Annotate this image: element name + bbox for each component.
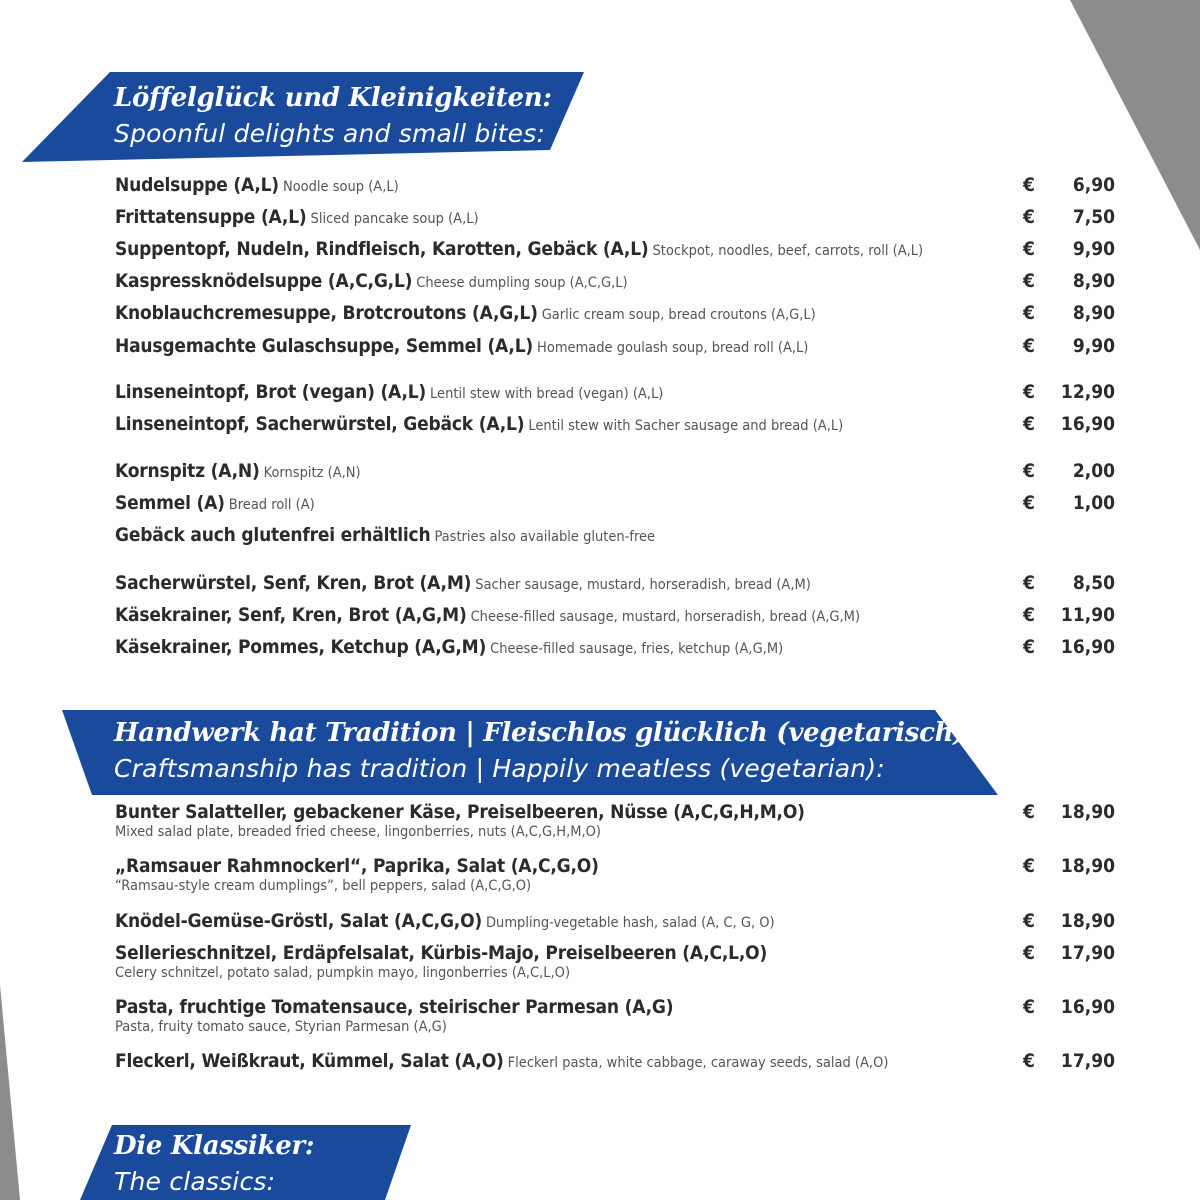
menu-item-name: Linseneintopf, Sacherwürstel, Gebäck (A,L) (115, 413, 525, 435)
currency-symbol: € (1023, 1050, 1035, 1072)
menu-item-name: Gebäck auch glutenfrei erhältlich (115, 524, 431, 546)
menu-item-name: Hausgemachte Gulaschsuppe, Semmel (A,L) (115, 335, 534, 357)
banner-shape (0, 0, 420, 1200)
currency-symbol: € (1023, 604, 1035, 626)
menu-item-translation: Dumpling-vegetable hash, salad (A, C, G, O) (486, 915, 775, 931)
section-title-de: Die Klassiker: (114, 1131, 315, 1161)
menu-item-translation: Noodle soup (A,L) (282, 179, 399, 195)
menu-item-translation: Cheese-filled sausage, fries, ketchup (A,G,M) (490, 641, 784, 657)
section-title-de: Löffelglück und Kleinigkeiten: (114, 83, 552, 113)
menu-item-translation: Kornspitz (A,N) (263, 465, 361, 481)
section-title-de: Handwerk hat Tradition | Fleischlos glücklich (vegetarisch): (114, 718, 975, 748)
menu-item-translation: Pasta, fruity tomato sauce, Styrian Parmesan (A,G) (115, 1019, 447, 1035)
menu-item-translation: Mixed salad plate, breaded fried cheese, lingonberries, nuts (A,C,G,H,M,O) (115, 824, 602, 840)
menu-item-name: „Ramsauer Rahmnockerl“, Paprika, Salat (A,C,G,O) (115, 855, 599, 877)
menu-item-price: 18,90 (1060, 801, 1115, 823)
menu-item-name: Bunter Salatteller, gebackener Käse, Preiselbeeren, Nüsse (A,C,G,H,M,O) (115, 801, 805, 823)
currency-symbol: € (1023, 238, 1035, 260)
menu-item-name: Nudelsuppe (A,L) (115, 174, 279, 196)
menu-item-price: 1,00 (1072, 492, 1115, 514)
currency-symbol: € (1023, 381, 1035, 403)
menu-item-price: 16,90 (1060, 996, 1115, 1018)
section-title-en: The classics: (114, 1167, 276, 1196)
currency-symbol: € (1023, 413, 1035, 435)
menu-item-name: Sacherwürstel, Senf, Kren, Brot (A,M) (115, 572, 472, 594)
currency-symbol: € (1023, 801, 1035, 823)
menu-item-translation: Fleckerl pasta, white cabbage, caraway seeds, salad (A,O) (507, 1055, 889, 1071)
menu-item-name: Käsekrainer, Senf, Kren, Brot (A,G,M) (115, 604, 467, 626)
menu-item-translation: Cheese dumpling soup (A,C,G,L) (416, 275, 628, 291)
currency-symbol: € (1023, 855, 1035, 877)
menu-item-translation: Lentil stew with bread (vegan) (A,L) (430, 386, 664, 402)
menu-item-name: Käsekrainer, Pommes, Ketchup (A,G,M) (115, 636, 487, 658)
currency-symbol: € (1023, 996, 1035, 1018)
menu-item-name: Kornspitz (A,N) (115, 460, 260, 482)
menu-item-translation: “Ramsau-style cream dumplings”, bell peppers, salad (A,C,G,O) (115, 878, 532, 894)
currency-symbol: € (1023, 460, 1035, 482)
section-title-en: Spoonful delights and small bites: (114, 119, 546, 148)
menu-item-price: 16,90 (1060, 636, 1115, 658)
menu-item-price: 9,90 (1072, 238, 1115, 260)
currency-symbol: € (1023, 636, 1035, 658)
currency-symbol: € (1023, 335, 1035, 357)
menu-item-translation: Cheese-filled sausage, mustard, horseradish, bread (A,G,M) (470, 609, 861, 625)
menu-item-price: 7,50 (1072, 206, 1115, 228)
menu-item-name: Frittatensuppe (A,L) (115, 206, 307, 228)
currency-symbol: € (1023, 910, 1035, 932)
currency-symbol: € (1023, 492, 1035, 514)
currency-symbol: € (1023, 572, 1035, 594)
menu-item-translation: Garlic cream soup, bread croutons (A,G,L) (541, 307, 816, 323)
menu-item-price: 8,90 (1072, 270, 1115, 292)
menu-item-price: 9,90 (1072, 335, 1115, 357)
menu-item-translation: Stockpot, noodles, beef, carrots, roll (A,L) (652, 243, 924, 259)
menu-item-translation: Bread roll (A) (228, 497, 315, 513)
menu-item-price: 6,90 (1072, 174, 1115, 196)
menu-item-price: 17,90 (1060, 1050, 1115, 1072)
menu-item-price: 12,90 (1060, 381, 1115, 403)
menu-item-name: Kaspressknödelsuppe (A,C,G,L) (115, 270, 413, 292)
menu-item-name: Suppentopf, Nudeln, Rindfleisch, Karotten, Gebäck (A,L) (115, 238, 649, 260)
currency-symbol: € (1023, 302, 1035, 324)
currency-symbol: € (1023, 174, 1035, 196)
menu-item-name: Knödel-Gemüse-Gröstl, Salat (A,C,G,O) (115, 910, 483, 932)
menu-item-translation: Pastries also available gluten-free (434, 529, 656, 545)
menu-item-name: Semmel (A) (115, 492, 225, 514)
menu-item-price: 18,90 (1060, 910, 1115, 932)
menu-item-price: 11,90 (1060, 604, 1115, 626)
menu-item-name: Knoblauchcremesuppe, Brotcroutons (A,G,L) (115, 302, 538, 324)
menu-item-price: 17,90 (1060, 942, 1115, 964)
menu-item-name: Sellerieschnitzel, Erdäpfelsalat, Kürbis-Majo, Preiselbeeren (A,C,L,O) (115, 942, 768, 964)
menu-item-translation: Sacher sausage, mustard, horseradish, bread (A,M) (475, 577, 811, 593)
menu-item-translation: Homemade goulash soup, bread roll (A,L) (537, 340, 809, 356)
currency-symbol: € (1023, 942, 1035, 964)
menu-item-name: Linseneintopf, Brot (vegan) (A,L) (115, 381, 427, 403)
menu-item-price: 8,50 (1072, 572, 1115, 594)
currency-symbol: € (1023, 206, 1035, 228)
menu-item-price: 8,90 (1072, 302, 1115, 324)
menu-item-translation: Celery schnitzel, potato salad, pumpkin mayo, lingonberries (A,C,L,O) (115, 965, 571, 981)
section-title-en: Craftsmanship has tradition | Happily meatless (vegetarian): (114, 754, 885, 783)
menu-item-translation: Sliced pancake soup (A,L) (310, 211, 479, 227)
menu-item-name: Pasta, fruchtige Tomatensauce, steirischer Parmesan (A,G) (115, 996, 674, 1018)
menu-item-price: 18,90 (1060, 855, 1115, 877)
menu-item-name: Fleckerl, Weißkraut, Kümmel, Salat (A,O) (115, 1050, 504, 1072)
menu-item-price: 2,00 (1072, 460, 1115, 482)
menu-item-translation: Lentil stew with Sacher sausage and bread (A,L) (528, 418, 844, 434)
menu-item-price: 16,90 (1060, 413, 1115, 435)
currency-symbol: € (1023, 270, 1035, 292)
